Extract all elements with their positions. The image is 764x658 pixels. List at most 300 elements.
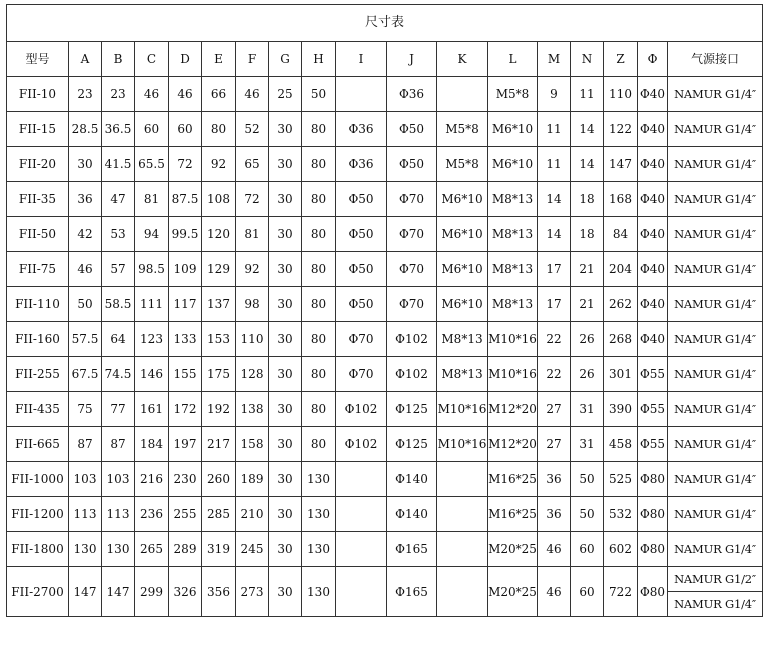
c-cell: 98.5 xyxy=(135,252,169,287)
h-cell: 80 xyxy=(302,287,336,322)
h-cell: 50 xyxy=(302,77,336,112)
n-cell: 11 xyxy=(571,77,604,112)
model-cell: FII-160 xyxy=(7,322,69,357)
n-cell: 18 xyxy=(571,217,604,252)
column-header: G xyxy=(269,42,302,77)
h-cell: 80 xyxy=(302,252,336,287)
b-cell: 58.5 xyxy=(102,287,135,322)
i-cell xyxy=(336,462,387,497)
n-cell: 31 xyxy=(571,427,604,462)
z-cell: 390 xyxy=(604,392,638,427)
k-cell xyxy=(437,497,488,532)
b-cell: 77 xyxy=(102,392,135,427)
j-cell: Φ165 xyxy=(387,532,437,567)
phi-cell: Φ40 xyxy=(638,287,668,322)
h-cell: 80 xyxy=(302,357,336,392)
air-port-cell: NAMUR G1/4″ xyxy=(668,252,763,287)
f-cell: 72 xyxy=(236,182,269,217)
k-cell: M10*16 xyxy=(437,392,488,427)
m-cell: 11 xyxy=(538,147,571,182)
c-cell: 94 xyxy=(135,217,169,252)
phi-cell: Φ55 xyxy=(638,392,668,427)
n-cell: 60 xyxy=(571,532,604,567)
f-cell: 98 xyxy=(236,287,269,322)
e-cell: 192 xyxy=(202,392,236,427)
phi-cell: Φ40 xyxy=(638,112,668,147)
column-header: K xyxy=(437,42,488,77)
c-cell: 236 xyxy=(135,497,169,532)
d-cell: 172 xyxy=(169,392,202,427)
g-cell: 30 xyxy=(269,182,302,217)
i-cell: Φ36 xyxy=(336,112,387,147)
m-cell: 27 xyxy=(538,427,571,462)
k-cell: M6*10 xyxy=(437,217,488,252)
b-cell: 147 xyxy=(102,567,135,617)
a-cell: 30 xyxy=(69,147,102,182)
n-cell: 14 xyxy=(571,147,604,182)
z-cell: 525 xyxy=(604,462,638,497)
f-cell: 245 xyxy=(236,532,269,567)
g-cell: 30 xyxy=(269,252,302,287)
a-cell: 46 xyxy=(69,252,102,287)
n-cell: 26 xyxy=(571,322,604,357)
j-cell: Φ102 xyxy=(387,322,437,357)
d-cell: 60 xyxy=(169,112,202,147)
c-cell: 265 xyxy=(135,532,169,567)
h-cell: 80 xyxy=(302,427,336,462)
column-header: F xyxy=(236,42,269,77)
n-cell: 26 xyxy=(571,357,604,392)
k-cell: M10*16 xyxy=(437,427,488,462)
e-cell: 260 xyxy=(202,462,236,497)
table-row xyxy=(7,217,763,252)
i-cell xyxy=(336,77,387,112)
f-cell: 65 xyxy=(236,147,269,182)
g-cell: 30 xyxy=(269,287,302,322)
e-cell: 120 xyxy=(202,217,236,252)
c-cell: 123 xyxy=(135,322,169,357)
k-cell: M5*8 xyxy=(437,147,488,182)
air-port-cell: NAMUR G1/4″ xyxy=(668,357,763,392)
table-row xyxy=(7,77,763,112)
m-cell: 9 xyxy=(538,77,571,112)
a-cell: 75 xyxy=(69,392,102,427)
model-cell: FII-75 xyxy=(7,252,69,287)
f-cell: 210 xyxy=(236,497,269,532)
f-cell: 273 xyxy=(236,567,269,617)
column-header: 型号 xyxy=(7,42,69,77)
e-cell: 319 xyxy=(202,532,236,567)
air-port-cell: NAMUR G1/4″ xyxy=(668,182,763,217)
model-cell: FII-1000 xyxy=(7,462,69,497)
d-cell: 99.5 xyxy=(169,217,202,252)
l-cell: M8*13 xyxy=(488,287,538,322)
g-cell: 30 xyxy=(269,217,302,252)
model-cell: FII-1800 xyxy=(7,532,69,567)
i-cell: Φ102 xyxy=(336,392,387,427)
j-cell: Φ50 xyxy=(387,147,437,182)
b-cell: 103 xyxy=(102,462,135,497)
d-cell: 109 xyxy=(169,252,202,287)
k-cell: M6*10 xyxy=(437,182,488,217)
table-row xyxy=(7,287,763,322)
z-cell: 722 xyxy=(604,567,638,617)
z-cell: 458 xyxy=(604,427,638,462)
model-cell: FII-2700 xyxy=(7,567,69,617)
dimension-table xyxy=(6,4,763,617)
z-cell: 110 xyxy=(604,77,638,112)
h-cell: 130 xyxy=(302,462,336,497)
c-cell: 184 xyxy=(135,427,169,462)
phi-cell: Φ80 xyxy=(638,497,668,532)
air-port-cell: NAMUR G1/4″ xyxy=(668,112,763,147)
z-cell: 84 xyxy=(604,217,638,252)
b-cell: 130 xyxy=(102,532,135,567)
a-cell: 23 xyxy=(69,77,102,112)
i-cell: Φ50 xyxy=(336,287,387,322)
table-row xyxy=(7,427,763,462)
n-cell: 21 xyxy=(571,287,604,322)
l-cell: M20*25 xyxy=(488,567,538,617)
k-cell: M6*10 xyxy=(437,252,488,287)
c-cell: 46 xyxy=(135,77,169,112)
z-cell: 122 xyxy=(604,112,638,147)
phi-cell: Φ55 xyxy=(638,357,668,392)
c-cell: 146 xyxy=(135,357,169,392)
table-row xyxy=(7,112,763,147)
table-row xyxy=(7,182,763,217)
j-cell: Φ140 xyxy=(387,497,437,532)
l-cell: M12*20 xyxy=(488,427,538,462)
l-cell: M5*8 xyxy=(488,77,538,112)
column-header: 气源接口 xyxy=(668,42,763,77)
z-cell: 301 xyxy=(604,357,638,392)
phi-cell: Φ40 xyxy=(638,182,668,217)
n-cell: 50 xyxy=(571,462,604,497)
a-cell: 28.5 xyxy=(69,112,102,147)
n-cell: 60 xyxy=(571,567,604,617)
phi-cell: Φ40 xyxy=(638,147,668,182)
phi-cell: Φ40 xyxy=(638,217,668,252)
a-cell: 50 xyxy=(69,287,102,322)
l-cell: M16*25 xyxy=(488,462,538,497)
m-cell: 22 xyxy=(538,322,571,357)
air-port-cell: NAMUR G1/4″ xyxy=(668,287,763,322)
j-cell: Φ125 xyxy=(387,427,437,462)
k-cell xyxy=(437,462,488,497)
a-cell: 103 xyxy=(69,462,102,497)
d-cell: 289 xyxy=(169,532,202,567)
z-cell: 268 xyxy=(604,322,638,357)
model-cell: FII-35 xyxy=(7,182,69,217)
f-cell: 128 xyxy=(236,357,269,392)
model-cell: FII-50 xyxy=(7,217,69,252)
i-cell: Φ50 xyxy=(336,217,387,252)
b-cell: 74.5 xyxy=(102,357,135,392)
column-header: A xyxy=(69,42,102,77)
phi-cell: Φ80 xyxy=(638,532,668,567)
d-cell: 155 xyxy=(169,357,202,392)
f-cell: 52 xyxy=(236,112,269,147)
z-cell: 532 xyxy=(604,497,638,532)
a-cell: 147 xyxy=(69,567,102,617)
m-cell: 36 xyxy=(538,462,571,497)
n-cell: 21 xyxy=(571,252,604,287)
k-cell: M8*13 xyxy=(437,357,488,392)
g-cell: 30 xyxy=(269,567,302,617)
b-cell: 57 xyxy=(102,252,135,287)
h-cell: 130 xyxy=(302,532,336,567)
d-cell: 117 xyxy=(169,287,202,322)
c-cell: 65.5 xyxy=(135,147,169,182)
m-cell: 27 xyxy=(538,392,571,427)
g-cell: 25 xyxy=(269,77,302,112)
d-cell: 255 xyxy=(169,497,202,532)
j-cell: Φ36 xyxy=(387,77,437,112)
e-cell: 285 xyxy=(202,497,236,532)
g-cell: 30 xyxy=(269,462,302,497)
j-cell: Φ70 xyxy=(387,217,437,252)
m-cell: 14 xyxy=(538,217,571,252)
e-cell: 108 xyxy=(202,182,236,217)
g-cell: 30 xyxy=(269,147,302,182)
l-cell: M6*10 xyxy=(488,147,538,182)
g-cell: 30 xyxy=(269,322,302,357)
table-row xyxy=(7,392,763,427)
column-header: Z xyxy=(604,42,638,77)
e-cell: 217 xyxy=(202,427,236,462)
air-port-cell: NAMUR G1/4″ xyxy=(668,147,763,182)
m-cell: 14 xyxy=(538,182,571,217)
h-cell: 130 xyxy=(302,567,336,617)
n-cell: 31 xyxy=(571,392,604,427)
d-cell: 87.5 xyxy=(169,182,202,217)
i-cell: Φ70 xyxy=(336,357,387,392)
i-cell: Φ50 xyxy=(336,182,387,217)
l-cell: M8*13 xyxy=(488,217,538,252)
d-cell: 46 xyxy=(169,77,202,112)
f-cell: 110 xyxy=(236,322,269,357)
m-cell: 11 xyxy=(538,112,571,147)
h-cell: 130 xyxy=(302,497,336,532)
model-cell: FII-255 xyxy=(7,357,69,392)
c-cell: 60 xyxy=(135,112,169,147)
column-header: N xyxy=(571,42,604,77)
j-cell: Φ50 xyxy=(387,112,437,147)
d-cell: 230 xyxy=(169,462,202,497)
k-cell: M5*8 xyxy=(437,112,488,147)
i-cell xyxy=(336,497,387,532)
d-cell: 326 xyxy=(169,567,202,617)
k-cell: M8*13 xyxy=(437,322,488,357)
l-cell: M6*10 xyxy=(488,112,538,147)
a-cell: 36 xyxy=(69,182,102,217)
b-cell: 53 xyxy=(102,217,135,252)
table-row xyxy=(7,462,763,497)
z-cell: 168 xyxy=(604,182,638,217)
d-cell: 133 xyxy=(169,322,202,357)
header-row xyxy=(7,42,763,77)
f-cell: 138 xyxy=(236,392,269,427)
table-title: 尺寸表 xyxy=(7,5,763,42)
column-header: I xyxy=(336,42,387,77)
air-port-cell: NAMUR G1/4″ xyxy=(668,392,763,427)
column-header: D xyxy=(169,42,202,77)
air-port-cell: NAMUR G1/4″ xyxy=(668,322,763,357)
column-header: M xyxy=(538,42,571,77)
g-cell: 30 xyxy=(269,392,302,427)
b-cell: 113 xyxy=(102,497,135,532)
z-cell: 262 xyxy=(604,287,638,322)
a-cell: 42 xyxy=(69,217,102,252)
i-cell xyxy=(336,567,387,617)
m-cell: 22 xyxy=(538,357,571,392)
b-cell: 47 xyxy=(102,182,135,217)
f-cell: 158 xyxy=(236,427,269,462)
b-cell: 36.5 xyxy=(102,112,135,147)
table-row xyxy=(7,147,763,182)
l-cell: M16*25 xyxy=(488,497,538,532)
c-cell: 111 xyxy=(135,287,169,322)
phi-cell: Φ40 xyxy=(638,252,668,287)
e-cell: 129 xyxy=(202,252,236,287)
phi-cell: Φ40 xyxy=(638,77,668,112)
table-row xyxy=(7,497,763,532)
model-cell: FII-20 xyxy=(7,147,69,182)
d-cell: 197 xyxy=(169,427,202,462)
air-port-cell: NAMUR G1/4″ xyxy=(668,592,763,617)
l-cell: M12*20 xyxy=(488,392,538,427)
g-cell: 30 xyxy=(269,112,302,147)
column-header: H xyxy=(302,42,336,77)
air-port-cell: NAMUR G1/4″ xyxy=(668,497,763,532)
j-cell: Φ70 xyxy=(387,252,437,287)
column-header: E xyxy=(202,42,236,77)
i-cell: Φ50 xyxy=(336,252,387,287)
j-cell: Φ102 xyxy=(387,357,437,392)
air-port-cell: NAMUR G1/4″ xyxy=(668,462,763,497)
phi-cell: Φ80 xyxy=(638,567,668,617)
f-cell: 92 xyxy=(236,252,269,287)
l-cell: M8*13 xyxy=(488,182,538,217)
z-cell: 204 xyxy=(604,252,638,287)
j-cell: Φ70 xyxy=(387,287,437,322)
phi-cell: Φ40 xyxy=(638,322,668,357)
column-header: J xyxy=(387,42,437,77)
column-header: L xyxy=(488,42,538,77)
h-cell: 80 xyxy=(302,112,336,147)
m-cell: 17 xyxy=(538,252,571,287)
a-cell: 130 xyxy=(69,532,102,567)
h-cell: 80 xyxy=(302,392,336,427)
k-cell xyxy=(437,532,488,567)
n-cell: 18 xyxy=(571,182,604,217)
i-cell: Φ36 xyxy=(336,147,387,182)
air-port-cell: NAMUR G1/4″ xyxy=(668,77,763,112)
m-cell: 46 xyxy=(538,567,571,617)
air-port-cell: NAMUR G1/4″ xyxy=(668,217,763,252)
b-cell: 23 xyxy=(102,77,135,112)
table-row xyxy=(7,567,763,592)
i-cell xyxy=(336,532,387,567)
g-cell: 30 xyxy=(269,497,302,532)
h-cell: 80 xyxy=(302,217,336,252)
table-row xyxy=(7,322,763,357)
model-cell: FII-10 xyxy=(7,77,69,112)
b-cell: 64 xyxy=(102,322,135,357)
a-cell: 113 xyxy=(69,497,102,532)
g-cell: 30 xyxy=(269,357,302,392)
k-cell: M6*10 xyxy=(437,287,488,322)
h-cell: 80 xyxy=(302,147,336,182)
e-cell: 356 xyxy=(202,567,236,617)
a-cell: 87 xyxy=(69,427,102,462)
air-port-cell: NAMUR G1/2″ xyxy=(668,567,763,592)
model-cell: FII-110 xyxy=(7,287,69,322)
model-cell: FII-1200 xyxy=(7,497,69,532)
table-row xyxy=(7,357,763,392)
e-cell: 137 xyxy=(202,287,236,322)
g-cell: 30 xyxy=(269,427,302,462)
j-cell: Φ140 xyxy=(387,462,437,497)
c-cell: 81 xyxy=(135,182,169,217)
a-cell: 57.5 xyxy=(69,322,102,357)
l-cell: M20*25 xyxy=(488,532,538,567)
m-cell: 17 xyxy=(538,287,571,322)
model-cell: FII-15 xyxy=(7,112,69,147)
l-cell: M10*16 xyxy=(488,357,538,392)
e-cell: 80 xyxy=(202,112,236,147)
n-cell: 14 xyxy=(571,112,604,147)
i-cell: Φ102 xyxy=(336,427,387,462)
l-cell: M8*13 xyxy=(488,252,538,287)
f-cell: 46 xyxy=(236,77,269,112)
z-cell: 602 xyxy=(604,532,638,567)
c-cell: 216 xyxy=(135,462,169,497)
column-header: Φ xyxy=(638,42,668,77)
f-cell: 81 xyxy=(236,217,269,252)
phi-cell: Φ55 xyxy=(638,427,668,462)
air-port-cell: NAMUR G1/4″ xyxy=(668,427,763,462)
column-header: B xyxy=(102,42,135,77)
j-cell: Φ70 xyxy=(387,182,437,217)
j-cell: Φ165 xyxy=(387,567,437,617)
air-port-cell: NAMUR G1/4″ xyxy=(668,532,763,567)
d-cell: 72 xyxy=(169,147,202,182)
a-cell: 67.5 xyxy=(69,357,102,392)
e-cell: 153 xyxy=(202,322,236,357)
k-cell xyxy=(437,77,488,112)
model-cell: FII-665 xyxy=(7,427,69,462)
m-cell: 36 xyxy=(538,497,571,532)
z-cell: 147 xyxy=(604,147,638,182)
e-cell: 66 xyxy=(202,77,236,112)
g-cell: 30 xyxy=(269,532,302,567)
model-cell: FII-435 xyxy=(7,392,69,427)
phi-cell: Φ80 xyxy=(638,462,668,497)
table-row xyxy=(7,532,763,567)
b-cell: 41.5 xyxy=(102,147,135,182)
h-cell: 80 xyxy=(302,322,336,357)
c-cell: 299 xyxy=(135,567,169,617)
n-cell: 50 xyxy=(571,497,604,532)
h-cell: 80 xyxy=(302,182,336,217)
f-cell: 189 xyxy=(236,462,269,497)
l-cell: M10*16 xyxy=(488,322,538,357)
m-cell: 46 xyxy=(538,532,571,567)
j-cell: Φ125 xyxy=(387,392,437,427)
b-cell: 87 xyxy=(102,427,135,462)
